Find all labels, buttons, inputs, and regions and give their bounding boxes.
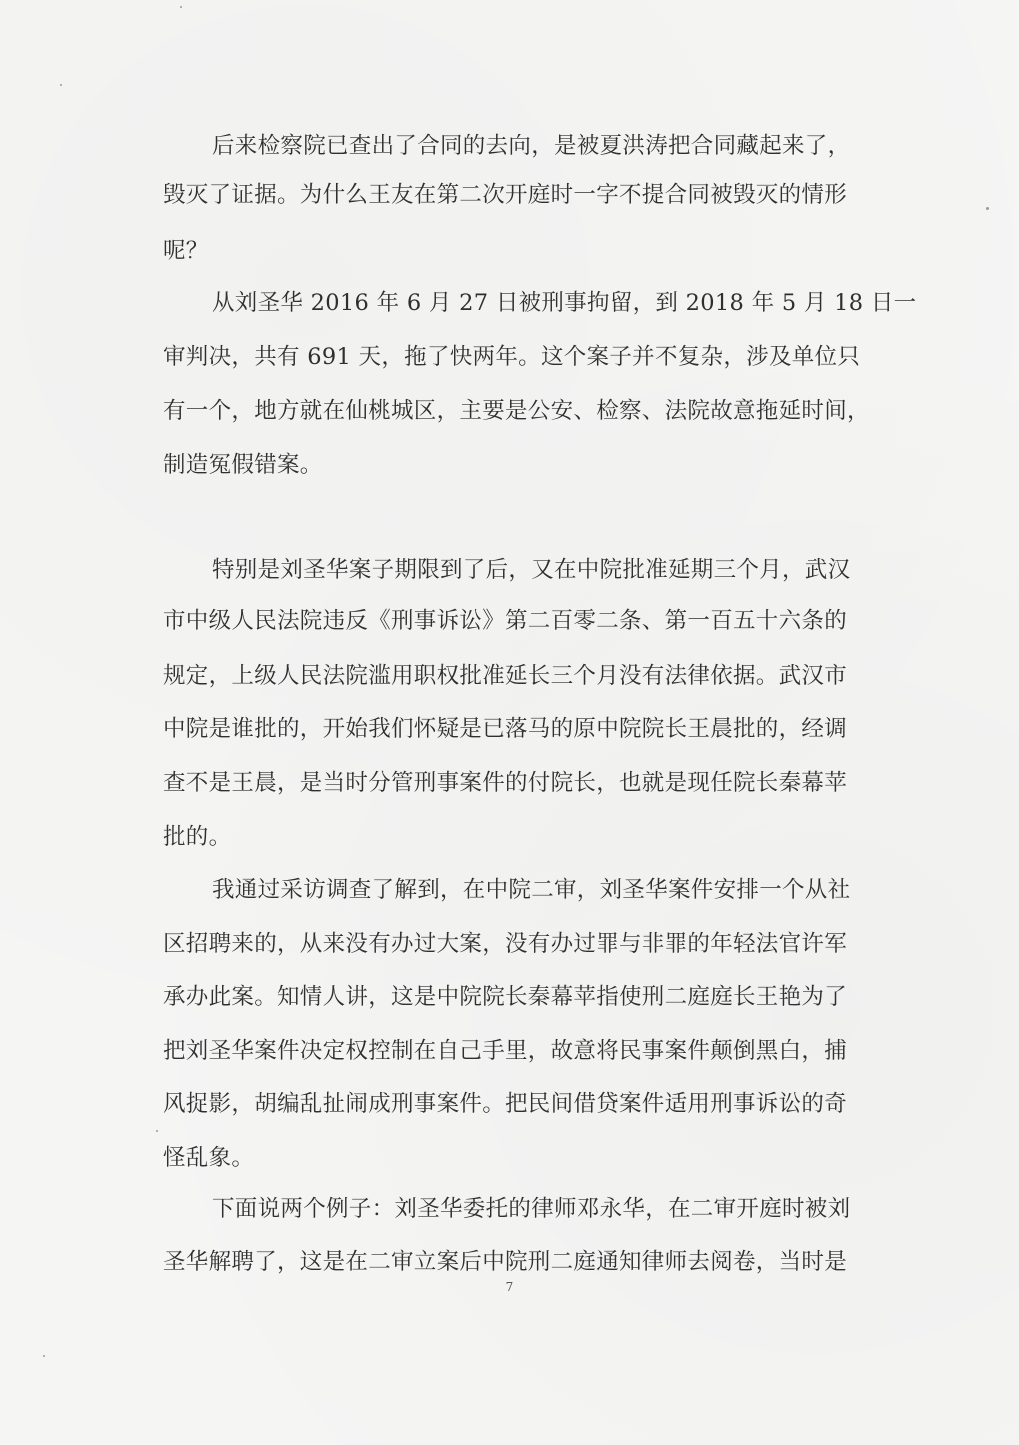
text-line-21: 圣华解聘了，这是在二审立案后中院刑二庭通知律师去阅卷，当时是 (163, 1249, 848, 1275)
text-line-4: 从刘圣华 2016 年 6 月 27 日被刑事拘留，到 2018 年 5 月 18 日一 (212, 290, 917, 316)
text-line-18: 风捉影，胡编乱扯闹成刑事案件。把民间借贷案件适用刑事诉讼的奇 (163, 1091, 848, 1117)
text-line-2: 毁灭了证据。为什么王友在第二次开庭时一字不提合同被毁灭的情形 (163, 182, 848, 208)
text-line-7: 制造冤假错案。 (163, 452, 323, 478)
text-line-19: 怪乱象。 (163, 1145, 255, 1171)
scan-speck (60, 84, 62, 86)
scan-speck (180, 6, 182, 8)
text-line-8: 特别是刘圣华案子期限到了后，又在中院批准延期三个月，武汉 (212, 557, 851, 583)
text-line-6: 有一个，地方就在仙桃城区，主要是公安、检察、法院故意拖延时间， (163, 398, 870, 424)
scan-speck (986, 207, 989, 210)
text-line-10: 规定，上级人民法院滥用职权批准延长三个月没有法律依据。武汉市 (163, 663, 848, 689)
text-line-16: 承办此案。知情人讲，这是中院院长秦幕苹指使刑二庭庭长王艳为了 (163, 984, 848, 1010)
text-line-13: 批的。 (163, 824, 232, 850)
scan-speck (156, 1130, 158, 1132)
text-line-11: 中院是谁批的，开始我们怀疑是已落马的原中院院长王晨批的，经调 (163, 716, 848, 742)
text-line-1: 后来检察院已查出了合同的去向，是被夏洪涛把合同藏起来了， (212, 133, 851, 159)
text-line-17: 把刘圣华案件决定权控制在自己手里，故意将民事案件颠倒黑白，捕 (163, 1038, 848, 1064)
text-line-20: 下面说两个例子：刘圣华委托的律师邓永华，在二审开庭时被刘 (212, 1196, 851, 1222)
text-line-12: 查不是王晨，是当时分管刑事案件的付院长，也就是现任院长秦幕苹 (163, 770, 848, 796)
scan-speck (43, 1355, 45, 1357)
text-line-14: 我通过采访调查了解到，在中院二审，刘圣华案件安排一个从社 (212, 877, 851, 903)
text-line-3: 呢？ (163, 238, 209, 264)
text-line-9: 市中级人民法院违反《刑事诉讼》第二百零二条、第一百五十六条的 (163, 608, 848, 634)
text-line-15: 区招聘来的，从来没有办过大案，没有办过罪与非罪的年轻法官许军 (163, 931, 848, 957)
page-number: 7 (505, 1280, 514, 1294)
text-line-5: 审判决，共有 691 天，拖了快两年。这个案子并不复杂，涉及单位只 (163, 344, 861, 370)
